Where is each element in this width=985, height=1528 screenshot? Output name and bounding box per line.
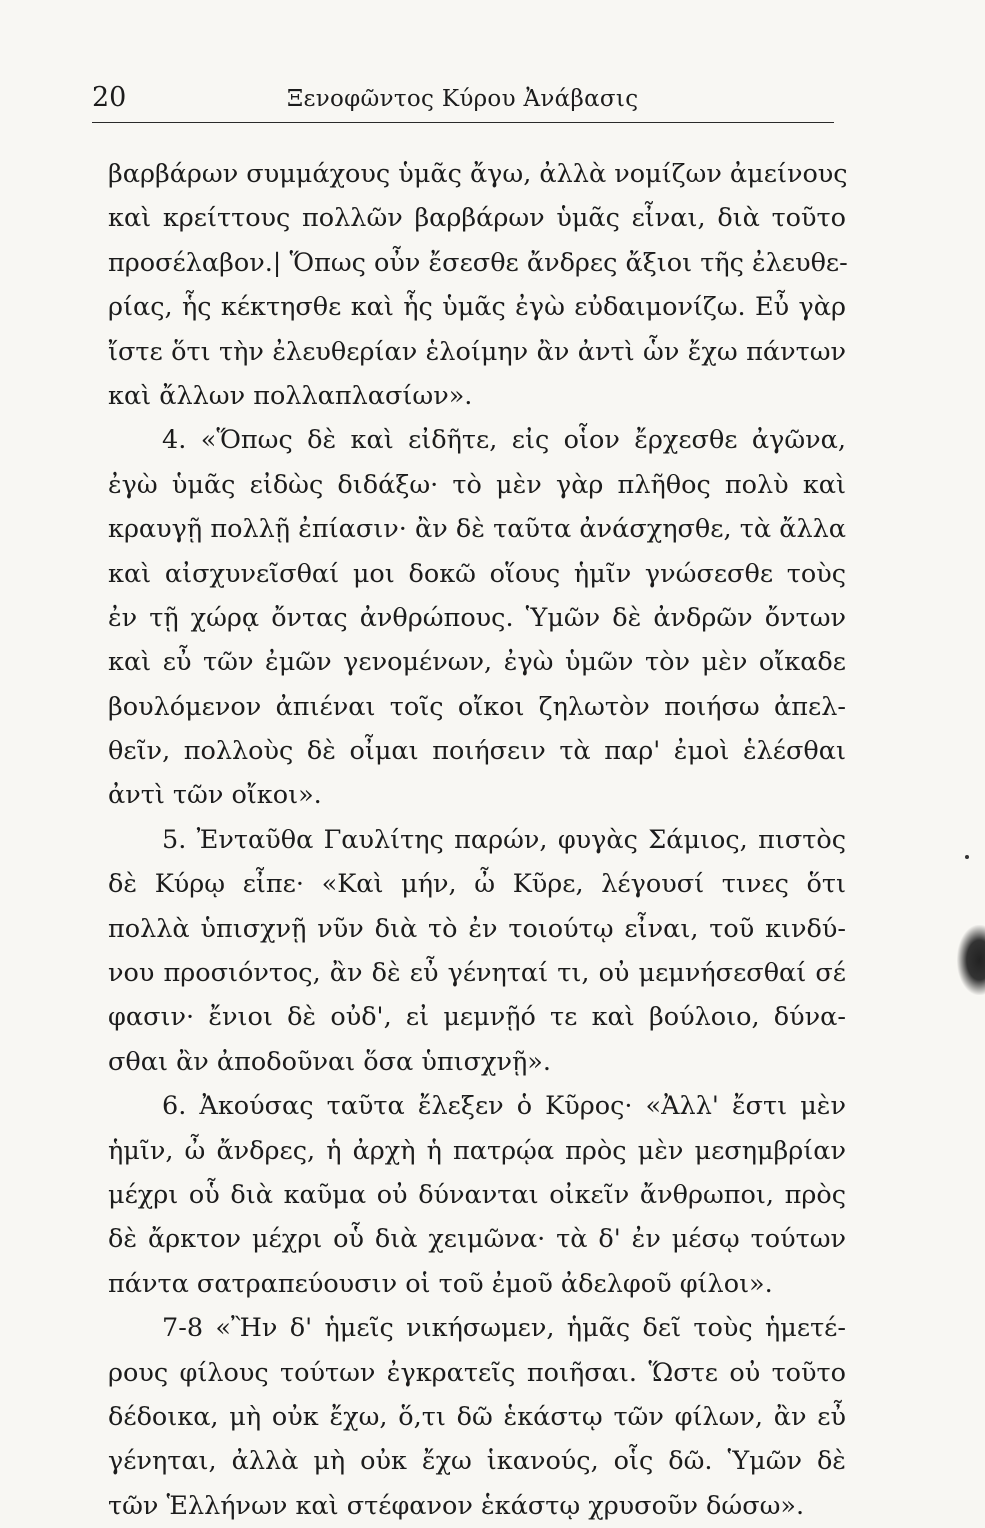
text-line: καὶ κρείττους πολλῶν βαρβάρων ὑμᾶς εἶναι, διὰ τοῦτο (108, 203, 846, 234)
text-line: ἴστε ὅτι τὴν ἐλευθερίαν ἑλοίμην ἂν ἀντὶ ὧν ἔχω πάντων (108, 336, 846, 367)
text-line: φασιν· ἔνιοι δὲ οὐδ', εἰ μεμνῇό τε καὶ βούλοιο, δύνα- (108, 1002, 846, 1033)
text-line: γένηται, ἀλλὰ μὴ οὐκ ἔχω ἱκανούς, οἷς δῶ. Ὑμῶν δὲ (108, 1446, 846, 1477)
text-line: μέχρι οὗ διὰ καῦμα οὐ δύνανται οἰκεῖν ἄνθρωποι, πρὸς (108, 1179, 846, 1210)
text-line: πάντα σατραπεύουσιν οἱ τοῦ ἐμοῦ ἀδελφοῦ φίλοι». (108, 1268, 773, 1299)
text-line: βουλόμενον ἀπιέναι τοῖς οἴκοι ζηλωτὸν ποιήσω ἀπελ- (108, 691, 846, 722)
body-text (108, 152, 846, 1528)
text-line: τῶν Ἑλλήνων καὶ στέφανον ἑκάστῳ χρυσοῦν δώσω». (108, 1490, 805, 1521)
text-line: νου προσιόντος, ἂν δὲ εὖ γένηταί τι, οὐ μεμνήσεσθαί σέ (108, 958, 846, 989)
text-line: δὲ Κύρῳ εἶπε· «Καὶ μήν, ὦ Κῦρε, λέγουσί τινες ὅτι (108, 869, 846, 900)
text-line: πολλὰ ὑπισχνῇ νῦν διὰ τὸ ἐν τοιούτῳ εἶναι, τοῦ κινδύ- (108, 913, 846, 944)
running-title: Ξενοφῶντος Κύρου Ἀνάβασις (287, 86, 639, 112)
text-line: βαρβάρων συμμάχους ὑμᾶς ἄγω, ἀλλὰ νομίζων ἀμείνους (108, 159, 848, 189)
text-line: καὶ εὖ τῶν ἐμῶν γενομένων, ἐγὼ ὑμῶν τὸν μὲν οἴκαδε (108, 647, 846, 678)
text-line: καὶ αἰσχυνεῖσθαί μοι δοκῶ οἵους ἡμῖν γνώσεσθε τοὺς (108, 558, 846, 589)
text-line: θεῖν, πολλοὺς δὲ οἶμαι ποιήσειν τὰ παρ' ἐμοὶ ἑλέσθαι (108, 736, 846, 767)
page-number: 20 (92, 82, 127, 113)
text-line: ἡμῖν, ὦ ἄνδρες, ἡ ἀρχὴ ἡ πατρῴα πρὸς μὲν μεσημβρίαν (108, 1135, 846, 1166)
paragraph-5-start: 5. Ἐνταῦθα Γαυλίτης παρών, φυγὰς Σάμιος, πιστὸς (162, 824, 846, 855)
ink-speck (965, 855, 969, 859)
paragraph-6-start: 6. Ἀκούσας ταῦτα ἔλεξεν ὁ Κῦρος· «Ἀλλ' ἔστι μὲν (162, 1091, 846, 1122)
text-line: ἐν τῇ χώρᾳ ὄντας ἀνθρώπους. Ὑμῶν δὲ ἀνδρῶν ὄντων (108, 602, 846, 633)
text-line: δὲ ἄρκτον μέχρι οὗ διὰ χειμῶνα· τὰ δ' ἐν μέσῳ τούτων (108, 1224, 846, 1255)
text-line: ἐγὼ ὑμᾶς εἰδὼς διδάξω· τὸ μὲν γὰρ πλῆθος πολὺ καὶ (108, 469, 846, 500)
text-line: σθαι ἂν ἀποδοῦναι ὅσα ὑπισχνῇ». (108, 1046, 551, 1077)
paragraph-7-8-start: 7-8 «Ἢν δ' ἡμεῖς νικήσωμεν, ἡμᾶς δεῖ τοὺς ἡμετέ- (162, 1313, 846, 1344)
page-header (92, 80, 834, 123)
ink-smudge (957, 925, 985, 995)
text-line: προσέλαβον.| Ὅπως οὖν ἔσεσθε ἄνδρες ἄξιοι τῆς ἐλευθε- (108, 247, 848, 278)
text-line: δέδοικα, μὴ οὐκ ἔχω, ὅ,τι δῶ ἑκάστῳ τῶν φίλων, ἂν εὖ (108, 1401, 846, 1432)
text-line: ρίας, ἧς κέκτησθε καὶ ἧς ὑμᾶς ἐγὼ εὐδαιμονίζω. Εὖ γὰρ (108, 292, 846, 323)
text-line: ἀντὶ τῶν οἴκοι». (108, 780, 322, 811)
text-line: κραυγῇ πολλῇ ἐπίασιν· ἂν δὲ ταῦτα ἀνάσχησθε, τὰ ἄλλα (108, 514, 846, 545)
text-line: καὶ ἄλλων πολλαπλασίων». (108, 380, 473, 411)
text-line: ρους φίλους τούτων ἐγκρατεῖς ποιῆσαι. Ὥστε οὐ τοῦτο (108, 1357, 846, 1388)
paragraph-4-start: 4. «Ὅπως δὲ καὶ εἰδῆτε, εἰς οἷον ἔρχεσθε ἀγῶνα, (162, 425, 846, 456)
